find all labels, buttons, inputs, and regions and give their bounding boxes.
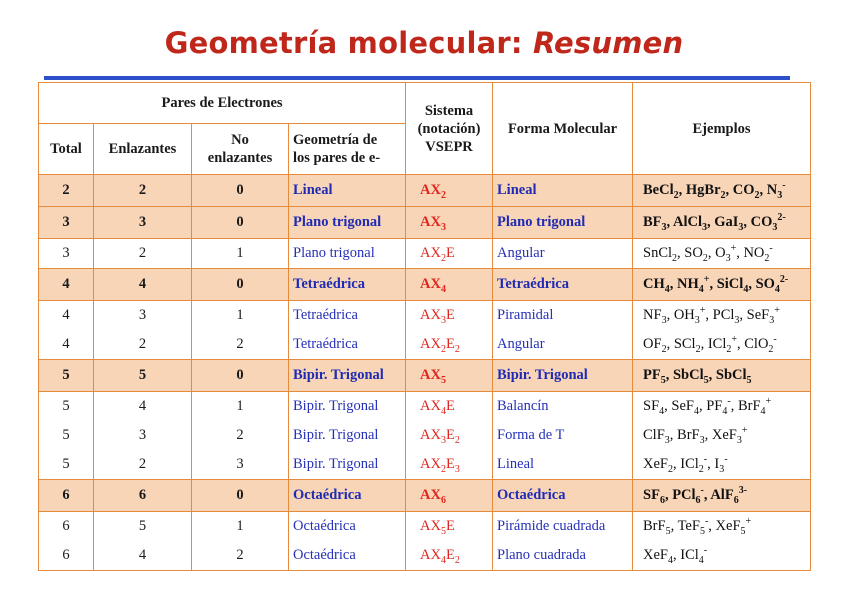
cell-ejemplos: $NF_3$, $OH_3^+$, PCl$_3$, SeF$_3$+ [633,301,811,331]
cell-vsepr: $AX_4E_2$ [406,541,493,571]
cell-enlazantes: 4 [94,269,192,301]
cell-vsepr: $AX_4$ [406,269,493,301]
cell-geometria: Tetraédrica [289,269,406,301]
page-title [0,26,848,60]
cell-ejemplos: $OF_2$, SCl$_2$, ICl$_2$+, ClO$_2$- [633,330,811,360]
table-row [39,392,811,422]
cell-ejemplos: ClF$_3$, BrF$_3$, XeF$_3$+ [633,421,811,450]
cell-enlazantes: 2 [94,239,192,269]
header-sistema-line2: (notación) [417,120,481,137]
table-row [39,330,811,360]
header-geometria-line2: los pares de e- [293,150,381,166]
cell-ejemplos: BrF$_5$, TeF$_5$-, XeF$_5$+ [633,512,811,542]
table-row [39,512,811,542]
header-geometria-line1: Geometría de [293,132,378,148]
cell-no-enlazantes: 0 [192,175,289,207]
cell-forma-molecular: Forma de T [493,421,633,450]
cell-ejemplos: BeCl$_2$, HgBr$_2$, $CO_2$, $N_3^-$ [633,175,811,207]
cell-total: 3 [39,207,94,239]
cell-geometria: Bipir. Trigonal [289,360,406,392]
cell-total: 5 [39,360,94,392]
header-sistema-line1: Sistema [424,102,474,119]
cell-enlazantes: 3 [94,421,192,450]
cell-ejemplos: SnCl$_2$, $SO_2$, $O_3^+$, $NO_2^-$ [633,239,811,269]
cell-no-enlazantes: 1 [192,239,289,269]
cell-no-enlazantes: 2 [192,330,289,360]
cell-enlazantes: 3 [94,207,192,239]
table-row [39,175,811,207]
header-ejemplos: Ejemplos [633,83,811,175]
header-forma-molecular: Forma Molecular [493,83,633,175]
cell-ejemplos: $SF_6$, PCl$_6$-, AlF$_6^{3-}$ [633,480,811,512]
table-body [39,175,811,571]
cell-forma-molecular: Piramidal [493,301,633,331]
cell-total: 4 [39,330,94,360]
cell-no-enlazantes: 0 [192,360,289,392]
title-underline [44,76,790,80]
cell-total: 6 [39,512,94,542]
cell-vsepr: $AX_4E$ [406,392,493,422]
cell-total: 2 [39,175,94,207]
cell-vsepr: $AX_3E_2$ [406,421,493,450]
header-geometria [289,124,406,175]
cell-forma-molecular: Plano cuadrada [493,541,633,571]
table-row [39,541,811,571]
cell-ejemplos: $PF_5$, SbCl$_5$, SbCl$_5$ [633,360,811,392]
cell-total: 6 [39,541,94,571]
cell-geometria: Plano trigonal [289,239,406,269]
cell-forma-molecular: Lineal [493,175,633,207]
cell-forma-molecular: Octaédrica [493,480,633,512]
header-sistema [406,83,493,175]
cell-vsepr: $AX_2E_2$ [406,330,493,360]
cell-no-enlazantes: 1 [192,512,289,542]
cell-vsepr: $AX_2E$ [406,239,493,269]
cell-no-enlazantes: 1 [192,392,289,422]
header-sistema-line3: VSEPR [425,138,473,155]
cell-no-enlazantes: 0 [192,269,289,301]
cell-geometria: Bipir. Trigonal [289,421,406,450]
cell-enlazantes: 2 [94,330,192,360]
cell-forma-molecular: Angular [493,330,633,360]
cell-total: 4 [39,301,94,331]
cell-geometria: Bipir. Trigonal [289,392,406,422]
cell-geometria: Tetraédrica [289,301,406,331]
cell-ejemplos: XeF$_2$, ICl$_2$-, $I_3^-$ [633,450,811,480]
cell-vsepr: $AX_5E$ [406,512,493,542]
table-row [39,480,811,512]
table-row [39,450,811,480]
cell-ejemplos: $SF_4$, SeF$_4$, $PF_4^-$, BrF$_4$+ [633,392,811,422]
cell-vsepr: $AX_2E_3$ [406,450,493,480]
table-row [39,421,811,450]
table-row [39,360,811,392]
cell-no-enlazantes: 2 [192,541,289,571]
cell-forma-molecular: Plano trigonal [493,207,633,239]
table-row [39,269,811,301]
cell-vsepr: $AX_2$ [406,175,493,207]
cell-vsepr: $AX_3E$ [406,301,493,331]
header-pares-de-electrones: Pares de Electrones [39,83,406,124]
cell-vsepr: $AX_3$ [406,207,493,239]
cell-forma-molecular: Lineal [493,450,633,480]
cell-enlazantes: 2 [94,450,192,480]
cell-ejemplos: $CH_4$, $NH_4^+$, SiCl$_4$, $SO_4^{2-}$ [633,269,811,301]
cell-geometria: Octaédrica [289,512,406,542]
cell-forma-molecular: Balancín [493,392,633,422]
cell-enlazantes: 2 [94,175,192,207]
title-italic: Resumen [532,26,684,60]
cell-no-enlazantes: 3 [192,450,289,480]
cell-enlazantes: 5 [94,360,192,392]
cell-total: 3 [39,239,94,269]
table-row [39,207,811,239]
cell-total: 5 [39,392,94,422]
cell-geometria: Plano trigonal [289,207,406,239]
cell-vsepr: $AX_5$ [406,360,493,392]
header-no-enlazantes-line1: No [231,132,249,148]
header-no-enlazantes-line2: enlazantes [207,150,273,166]
cell-ejemplos: $BF_3$, AlCl$_3$, GaI$_3$, $CO_3^{2-}$ [633,207,811,239]
cell-total: 6 [39,480,94,512]
cell-forma-molecular: Tetraédrica [493,269,633,301]
cell-enlazantes: 4 [94,541,192,571]
table-row [39,239,811,269]
cell-no-enlazantes: 0 [192,480,289,512]
cell-forma-molecular: Pirámide cuadrada [493,512,633,542]
cell-forma-molecular: Bipir. Trigonal [493,360,633,392]
title-main: Geometría molecular: [164,26,533,60]
cell-geometria: Lineal [289,175,406,207]
cell-enlazantes: 5 [94,512,192,542]
header-enlazantes: Enlazantes [94,124,192,175]
cell-geometria: Octaédrica [289,480,406,512]
cell-total: 4 [39,269,94,301]
cell-forma-molecular: Angular [493,239,633,269]
cell-total: 5 [39,450,94,480]
cell-no-enlazantes: 1 [192,301,289,331]
header-total: Total [39,124,94,175]
cell-total: 5 [39,421,94,450]
cell-geometria: Octaédrica [289,541,406,571]
cell-enlazantes: 3 [94,301,192,331]
table-row [39,301,811,331]
cell-ejemplos: XeF$_4$, ICl$_4$- [633,541,811,571]
cell-enlazantes: 6 [94,480,192,512]
cell-geometria: Bipir. Trigonal [289,450,406,480]
vsepr-summary-table [38,82,811,571]
cell-no-enlazantes: 0 [192,207,289,239]
cell-vsepr: $AX_6$ [406,480,493,512]
cell-enlazantes: 4 [94,392,192,422]
header-no-enlazantes [192,124,289,175]
cell-geometria: Tetraédrica [289,330,406,360]
cell-no-enlazantes: 2 [192,421,289,450]
